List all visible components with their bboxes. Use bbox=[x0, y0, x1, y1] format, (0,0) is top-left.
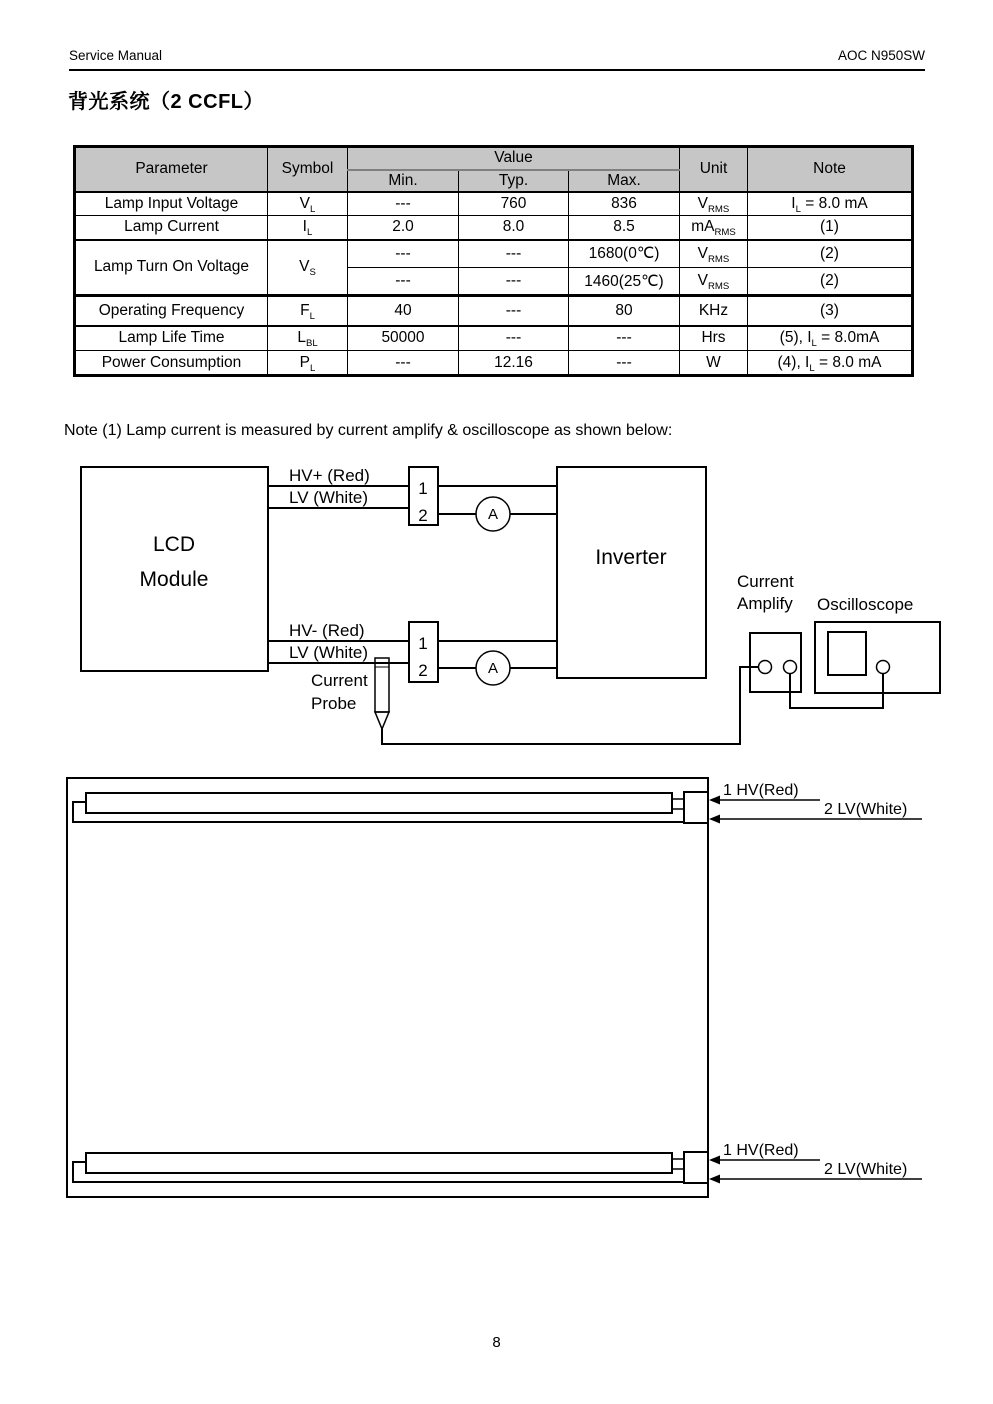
header-left-text: Service Manual bbox=[69, 48, 163, 63]
cell-typ: 8.0 bbox=[459, 216, 569, 240]
cell-note: (5), $I_L = 8.0mA$ bbox=[748, 326, 913, 351]
current-amplify-box bbox=[750, 633, 801, 692]
cell-parameter: Lamp Turn On Voltage bbox=[75, 240, 268, 296]
cell-min: --- bbox=[348, 240, 459, 268]
connector-top-pin2-label: 2 bbox=[418, 506, 428, 525]
cell-symbol: $V_S$ bbox=[268, 240, 348, 296]
current-amplify-label-line2: Amplify bbox=[737, 594, 793, 613]
cell-typ: 760 bbox=[459, 192, 569, 216]
cell-typ: 12.16 bbox=[459, 351, 569, 376]
cell-unit: KHz bbox=[680, 296, 748, 326]
cell-symbol: $I_L$ bbox=[268, 216, 348, 240]
lamp2-hv-label: 1 HV(Red) bbox=[723, 1142, 799, 1159]
wire-hv-plus-label: HV+ (Red) bbox=[289, 466, 370, 485]
cell-parameter: Lamp Input Voltage bbox=[75, 192, 268, 216]
oscilloscope-label: Oscilloscope bbox=[817, 595, 914, 614]
spec-table bbox=[73, 145, 914, 377]
cell-note: (2) bbox=[748, 268, 913, 296]
col-header-value: Value bbox=[348, 147, 680, 170]
lamp2-stub bbox=[672, 1159, 684, 1169]
cell-typ: --- bbox=[459, 240, 569, 268]
amplify-input-terminal bbox=[759, 661, 772, 674]
cell-unit: W bbox=[680, 351, 748, 376]
cell-max: --- bbox=[569, 351, 680, 376]
col-header-unit: Unit bbox=[680, 147, 748, 192]
cell-max: 8.5 bbox=[569, 216, 680, 240]
lamp1-hv-label: 1 HV(Red) bbox=[723, 782, 799, 799]
amplify-output-terminal bbox=[784, 661, 797, 674]
cell-parameter: Lamp Life Time bbox=[75, 326, 268, 351]
cell-unit: $V_{RMS}$ bbox=[680, 240, 748, 268]
lamp-position-diagram bbox=[0, 770, 993, 1200]
page-title: 背光系统（2 CCFL） bbox=[68, 91, 264, 113]
inverter-box bbox=[557, 467, 706, 678]
cell-unit: $V_{RMS}$ bbox=[680, 268, 748, 296]
cell-max: 1680(0℃) bbox=[569, 240, 680, 268]
lamp1-stub bbox=[672, 799, 684, 809]
cell-min: --- bbox=[348, 268, 459, 296]
current-amplify-label-line1: Current bbox=[737, 572, 794, 591]
lamp1-hv-arrowhead bbox=[709, 796, 720, 805]
oscilloscope-terminal bbox=[877, 661, 890, 674]
oscilloscope-screen bbox=[828, 632, 866, 675]
table-row bbox=[75, 351, 913, 376]
cell-unit: Hrs bbox=[680, 326, 748, 351]
col-header-parameter: Parameter bbox=[75, 147, 268, 192]
current-probe-body bbox=[375, 658, 389, 712]
cell-max: 836 bbox=[569, 192, 680, 216]
cell-max: 80 bbox=[569, 296, 680, 326]
cell-note: (3) bbox=[748, 296, 913, 326]
cell-parameter: Lamp Current bbox=[75, 216, 268, 240]
header-rule bbox=[69, 69, 925, 71]
cell-min: 40 bbox=[348, 296, 459, 326]
table-row bbox=[75, 240, 913, 268]
header-right-text: AOC N950SW bbox=[837, 48, 925, 63]
cell-min: --- bbox=[348, 192, 459, 216]
cell-symbol: $L_{BL}$ bbox=[268, 326, 348, 351]
connector-bottom-pin2-label: 2 bbox=[418, 661, 428, 680]
cell-unit: $V_{RMS}$ bbox=[680, 192, 748, 216]
cell-max: --- bbox=[569, 326, 680, 351]
ammeter-top-label: A bbox=[487, 506, 499, 523]
col-header-typ: Typ. bbox=[459, 170, 569, 192]
cell-typ: --- bbox=[459, 296, 569, 326]
cell-note: (2) bbox=[748, 240, 913, 268]
current-probe-label-line1: Current bbox=[311, 671, 368, 690]
cell-parameter: Operating Frequency bbox=[75, 296, 268, 326]
col-header-symbol: Symbol bbox=[268, 147, 348, 192]
current-probe-label-line2: Probe bbox=[311, 694, 357, 713]
wire-hv-minus-label: HV- (Red) bbox=[289, 621, 365, 640]
wire-lv-bottom-label: LV (White) bbox=[289, 643, 369, 662]
connector-bottom-pin1-label: 1 bbox=[418, 634, 428, 653]
lamp2-tube bbox=[86, 1153, 672, 1173]
note-text: Note (1) Lamp current is measured by current amplify & oscilloscope as shown below: bbox=[64, 422, 673, 439]
lamp2-hv-arrowhead bbox=[709, 1156, 720, 1165]
cell-note: (1) bbox=[748, 216, 913, 240]
col-header-note: Note bbox=[748, 147, 913, 192]
table-row bbox=[75, 296, 913, 326]
connector-top-pin1-label: 1 bbox=[418, 479, 428, 498]
cell-min: 50000 bbox=[348, 326, 459, 351]
lamp1-lv-arrowhead bbox=[709, 815, 720, 824]
current-probe-tip bbox=[375, 712, 389, 729]
lamp2-connector-block bbox=[684, 1152, 708, 1183]
cell-unit: $mA_{RMS}$ bbox=[680, 216, 748, 240]
page-number: 8 bbox=[492, 1334, 501, 1351]
panel-outline bbox=[67, 778, 708, 1197]
page-header bbox=[69, 48, 925, 63]
cell-note: (4), $I_L = 8.0$ mA bbox=[748, 351, 913, 376]
ammeter-bottom-label: A bbox=[487, 660, 499, 677]
lamp1-tube bbox=[86, 793, 672, 813]
col-header-max: Max. bbox=[569, 170, 680, 192]
table-row bbox=[75, 216, 913, 240]
lamp2-lv-label: 2 LV(White) bbox=[824, 1161, 908, 1178]
cell-symbol: $P_L$ bbox=[268, 351, 348, 376]
lamp1-connector-block bbox=[684, 792, 708, 823]
lcd-module-label-line1: LCD bbox=[152, 533, 196, 556]
cell-symbol: $F_L$ bbox=[268, 296, 348, 326]
cell-typ: --- bbox=[459, 326, 569, 351]
col-header-min: Min. bbox=[348, 170, 459, 192]
table-row bbox=[75, 326, 913, 351]
cell-min: 2.0 bbox=[348, 216, 459, 240]
wire-amplify-to-oscilloscope bbox=[790, 674, 883, 708]
cell-note: $I_L = 8.0$ mA bbox=[748, 192, 913, 216]
cell-parameter: Power Consumption bbox=[75, 351, 268, 376]
spec-table-wrap bbox=[73, 145, 914, 377]
cell-symbol: $V_L$ bbox=[268, 192, 348, 216]
inverter-label: Inverter bbox=[595, 546, 667, 569]
lcd-module-label-line2: Module bbox=[139, 568, 209, 591]
lamp1-lv-label: 2 LV(White) bbox=[824, 801, 908, 818]
lamp2-lv-arrowhead bbox=[709, 1175, 720, 1184]
cell-typ: --- bbox=[459, 268, 569, 296]
cell-max: 1460(25℃) bbox=[569, 268, 680, 296]
cell-min: --- bbox=[348, 351, 459, 376]
table-row bbox=[75, 192, 913, 216]
wire-lv-top-label: LV (White) bbox=[289, 488, 369, 507]
measurement-diagram bbox=[0, 450, 993, 760]
